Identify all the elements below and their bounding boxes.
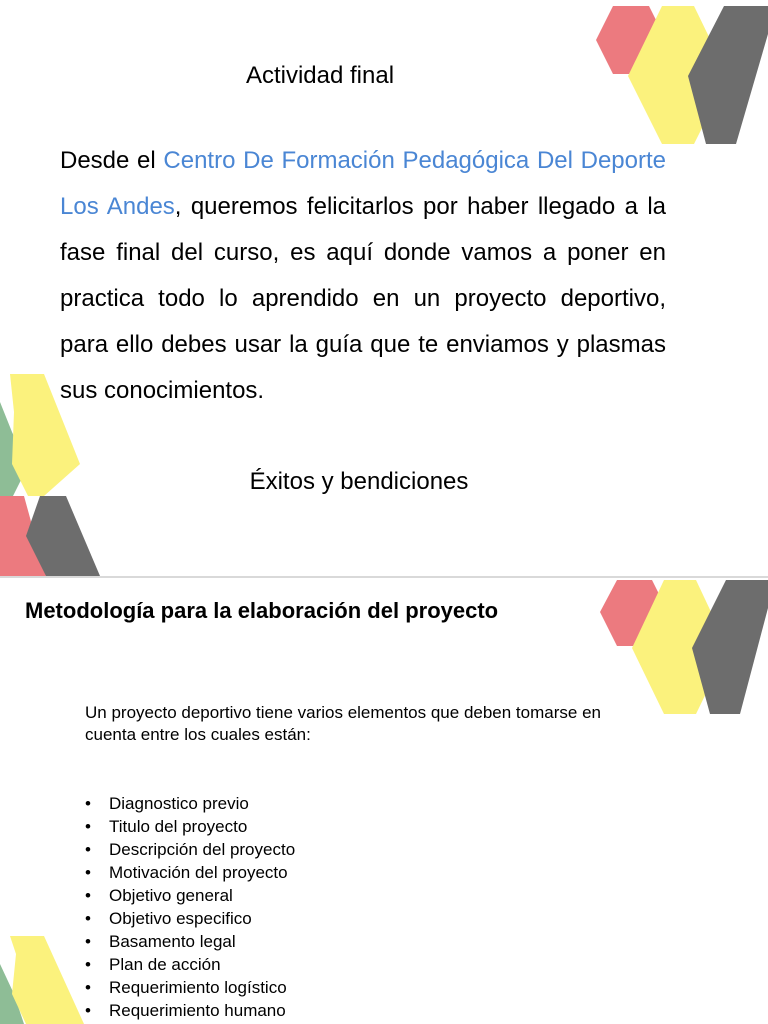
list-item: • Requerimiento humano — [85, 999, 295, 1022]
yellow-hexagon-shape — [10, 936, 84, 1024]
hexagon-decoration-bottom-left — [0, 934, 84, 1024]
slide-title: Metodología para la elaboración del proyecto — [25, 598, 499, 623]
body-paragraph — [60, 138, 666, 414]
closing-text: Éxitos y bendiciones — [249, 468, 469, 495]
slide-title: Actividad final — [245, 62, 395, 89]
institution-link[interactable]: Centro De Formación Pedagógica Del Deporte Los Andes — [60, 147, 667, 220]
list-item: • Plan de acción — [85, 953, 295, 976]
body-text-lead: Desde el — [60, 147, 164, 174]
elements-list — [85, 792, 295, 1022]
slide-2 — [0, 578, 768, 1024]
list-item: • Requerimiento logístico — [85, 976, 295, 999]
hexagon-decoration-top-right — [600, 578, 768, 718]
list-item: • Motivación del proyecto — [85, 861, 295, 884]
intro-paragraph: Un proyecto deportivo tiene varios elementos que deben tomarse en cuenta entre los cuales están: — [85, 703, 601, 744]
body-text-rest: , queremos felicitarlos por haber llegado a la fase final del curso, es aquí donde vamos a poner en practica todo lo aprendido en un proyecto deportivo, para ello debes usar la guía que te enviamos y plasmas sus conocimientos. — [60, 193, 666, 404]
list-item: • Basamento legal — [85, 930, 295, 953]
list-item: • Titulo del proyecto — [85, 815, 295, 838]
list-item: • Objetivo especifico — [85, 907, 295, 930]
list-item: • Descripción del proyecto — [85, 838, 295, 861]
list-item: • Diagnostico previo — [85, 792, 295, 815]
list-item: • Objetivo general — [85, 884, 295, 907]
